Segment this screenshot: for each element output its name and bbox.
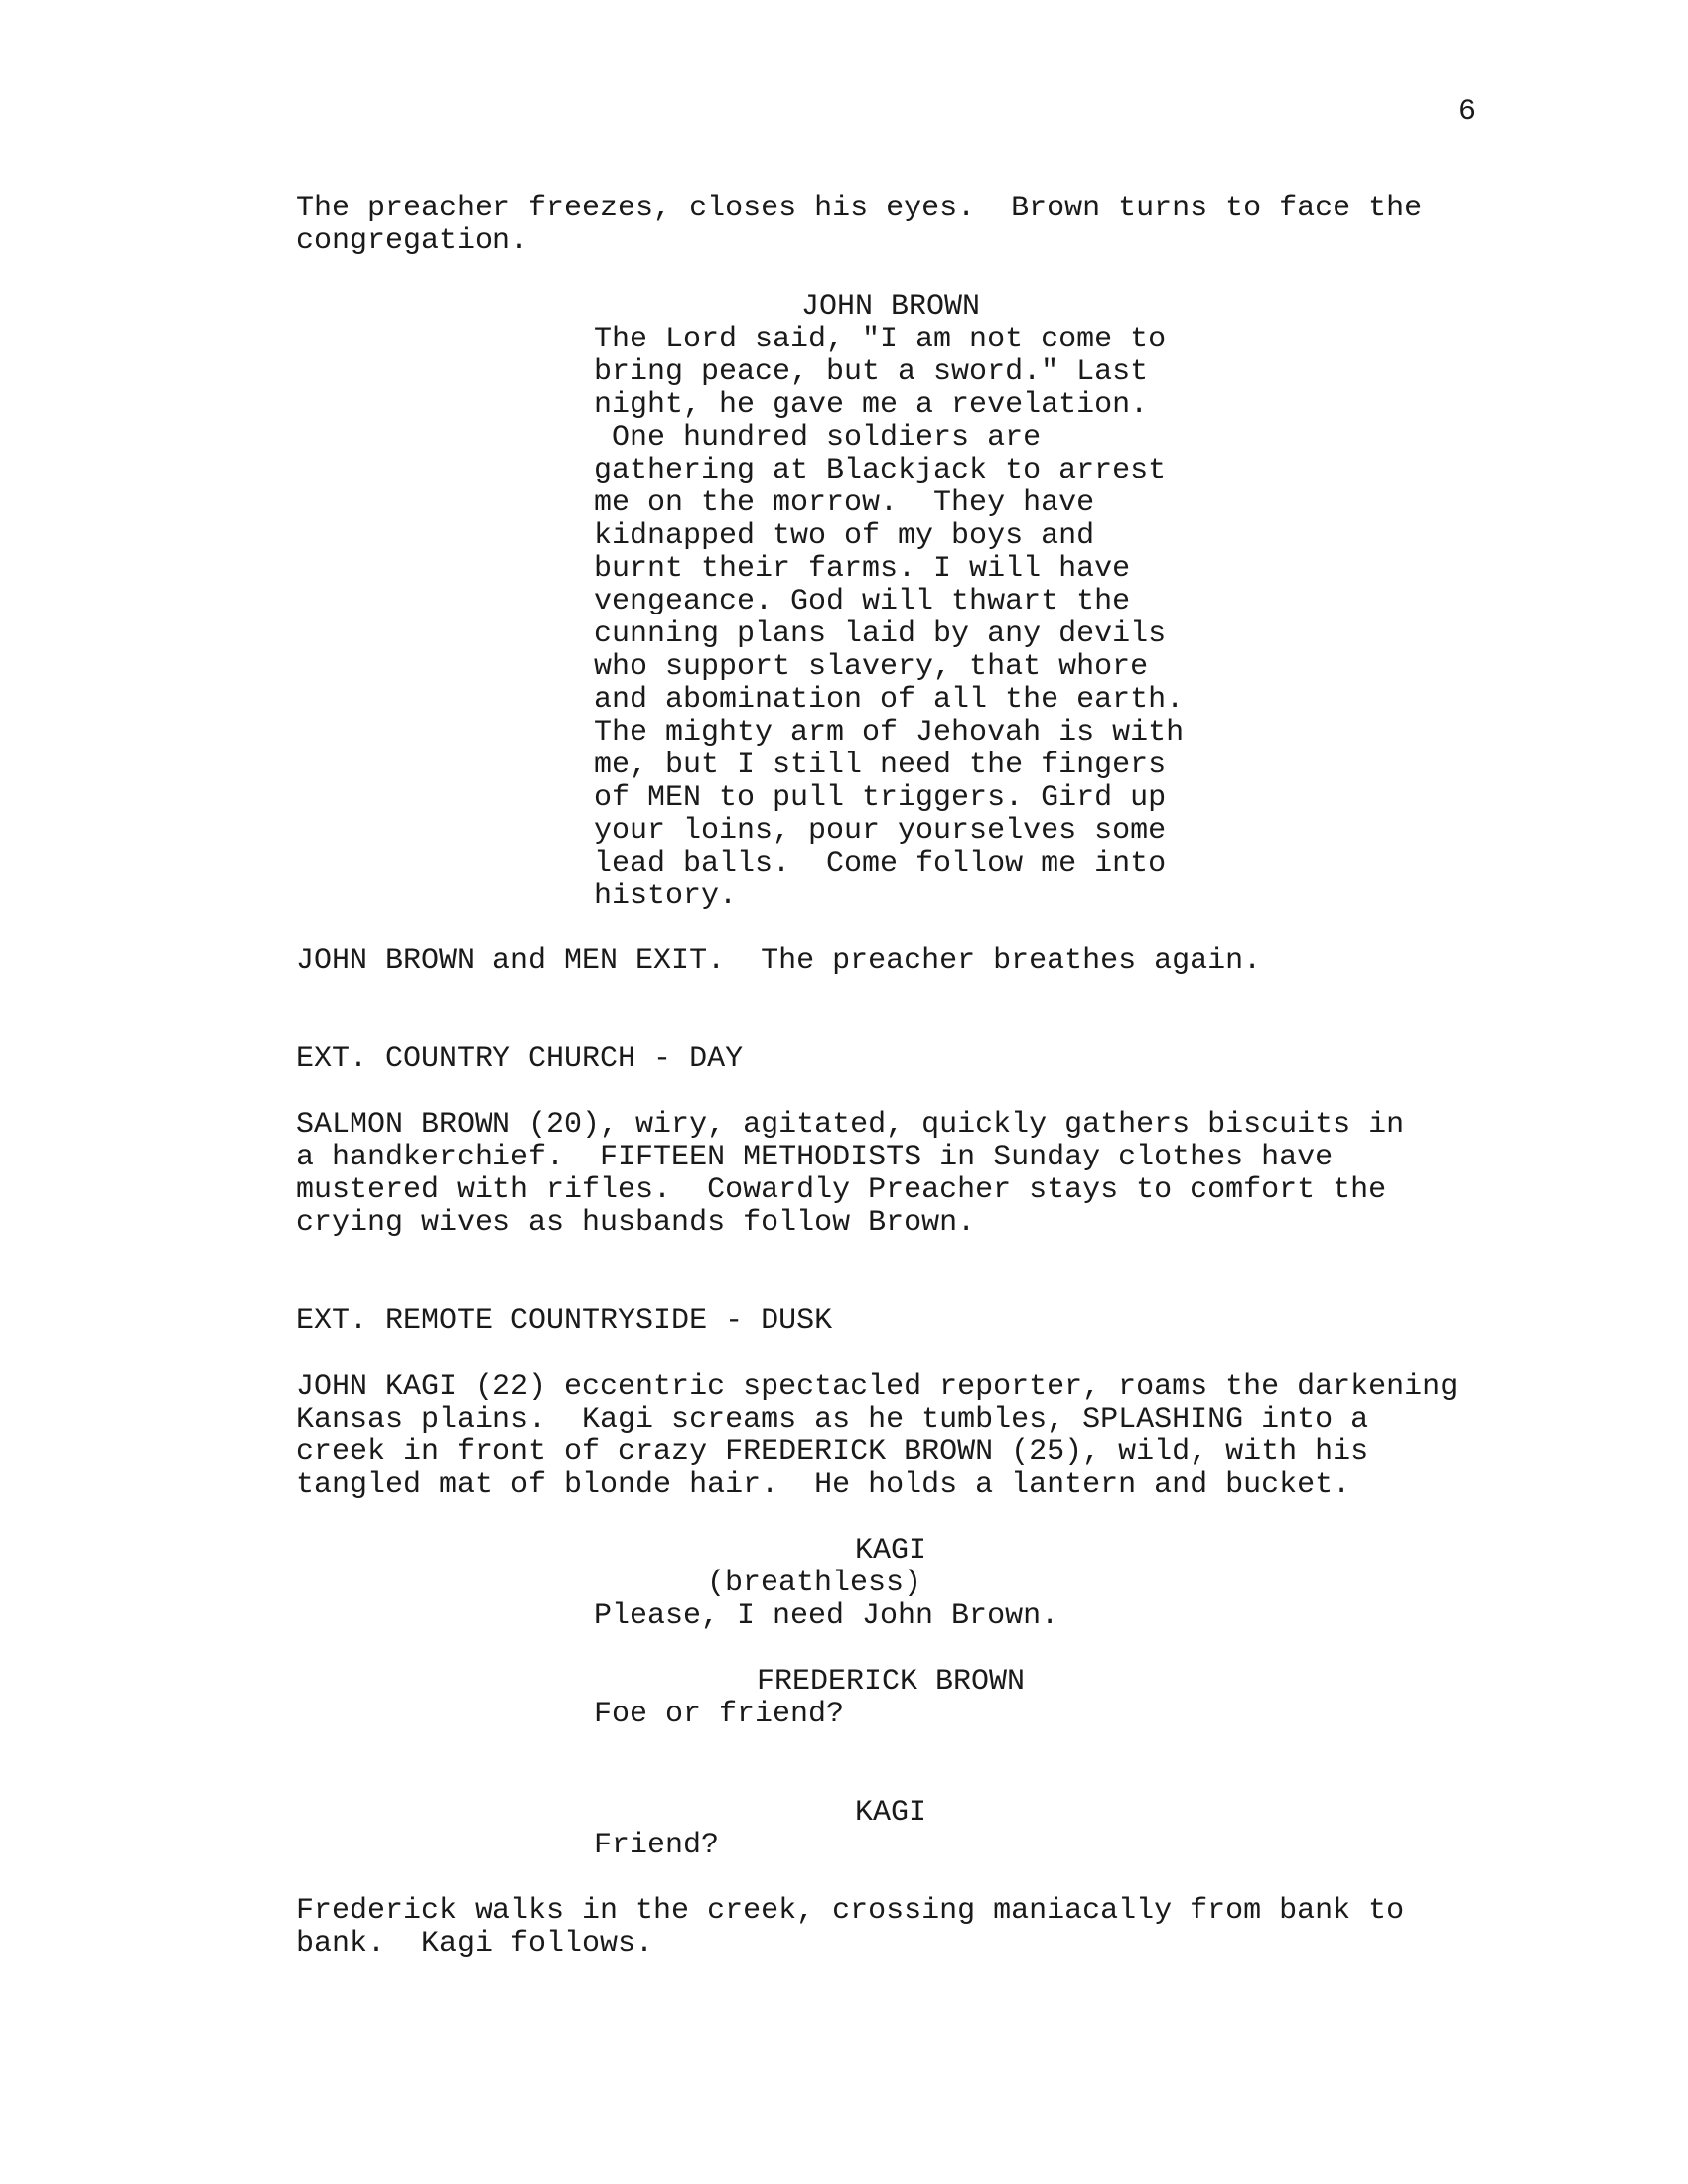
action-text: JOHN KAGI (22) eccentric spectacled reporter, roams the darkening Kansas plains. Kagi screams as he tumbles, SPLASHING into a creek in front of crazy FREDERICK BROWN (25), wild, with his tangled mat of blonde hair. He holds a lantern and bucket.: [296, 1370, 1459, 1502]
action-text: SALMON BROWN (20), wiry, agitated, quickly gathers biscuits in a handkerchief. FIFTEEN METHODISTS in Sunday clothes have mustered with rifles. Cowardly Preacher stays to comfort the crying wives as husbands follow Brown.: [296, 1108, 1405, 1240]
character-cue: KAGI: [854, 1796, 926, 1830]
dialogue-text: Please, I need John Brown.: [594, 1599, 1059, 1633]
character-cue: FREDERICK BROWN: [756, 1665, 1026, 1699]
character-cue: KAGI: [854, 1534, 926, 1568]
dialogue-text: Friend?: [594, 1829, 720, 1862]
character-cue: JOHN BROWN: [800, 290, 981, 324]
parenthetical: (breathless): [707, 1567, 922, 1600]
dialogue-text: Foe or friend?: [594, 1698, 845, 1731]
action-text: JOHN BROWN and MEN EXIT. The preacher breathes again.: [296, 944, 1262, 978]
dialogue-text: The Lord said, "I am not come to bring peace, but a sword." Last night, he gave me a revelation. One hundred soldiers are gathering at Blackjack to arrest me on the morrow. They have kidnapped two of my boys and burnt their farms. I will have vengeance. God will thwart the cunning plans laid by any devils who support slavery, that whore and abomination of all the earth. The mighty arm of Jehovah is with me, but I still need the fingers of MEN to pull triggers. Gird up your loins, pour yourselves some lead balls. Come follow me into history.: [594, 323, 1185, 913]
scene-heading: EXT. COUNTRY CHURCH - DAY: [296, 1042, 744, 1076]
page-number: 6: [1457, 95, 1476, 129]
action-text: The preacher freezes, closes his eyes. Brown turns to face the congregation.: [296, 192, 1423, 258]
action-text: Frederick walks in the creek, crossing maniacally from bank to bank. Kagi follows.: [296, 1894, 1405, 1961]
scene-heading: EXT. REMOTE COUNTRYSIDE - DUSK: [296, 1304, 833, 1338]
